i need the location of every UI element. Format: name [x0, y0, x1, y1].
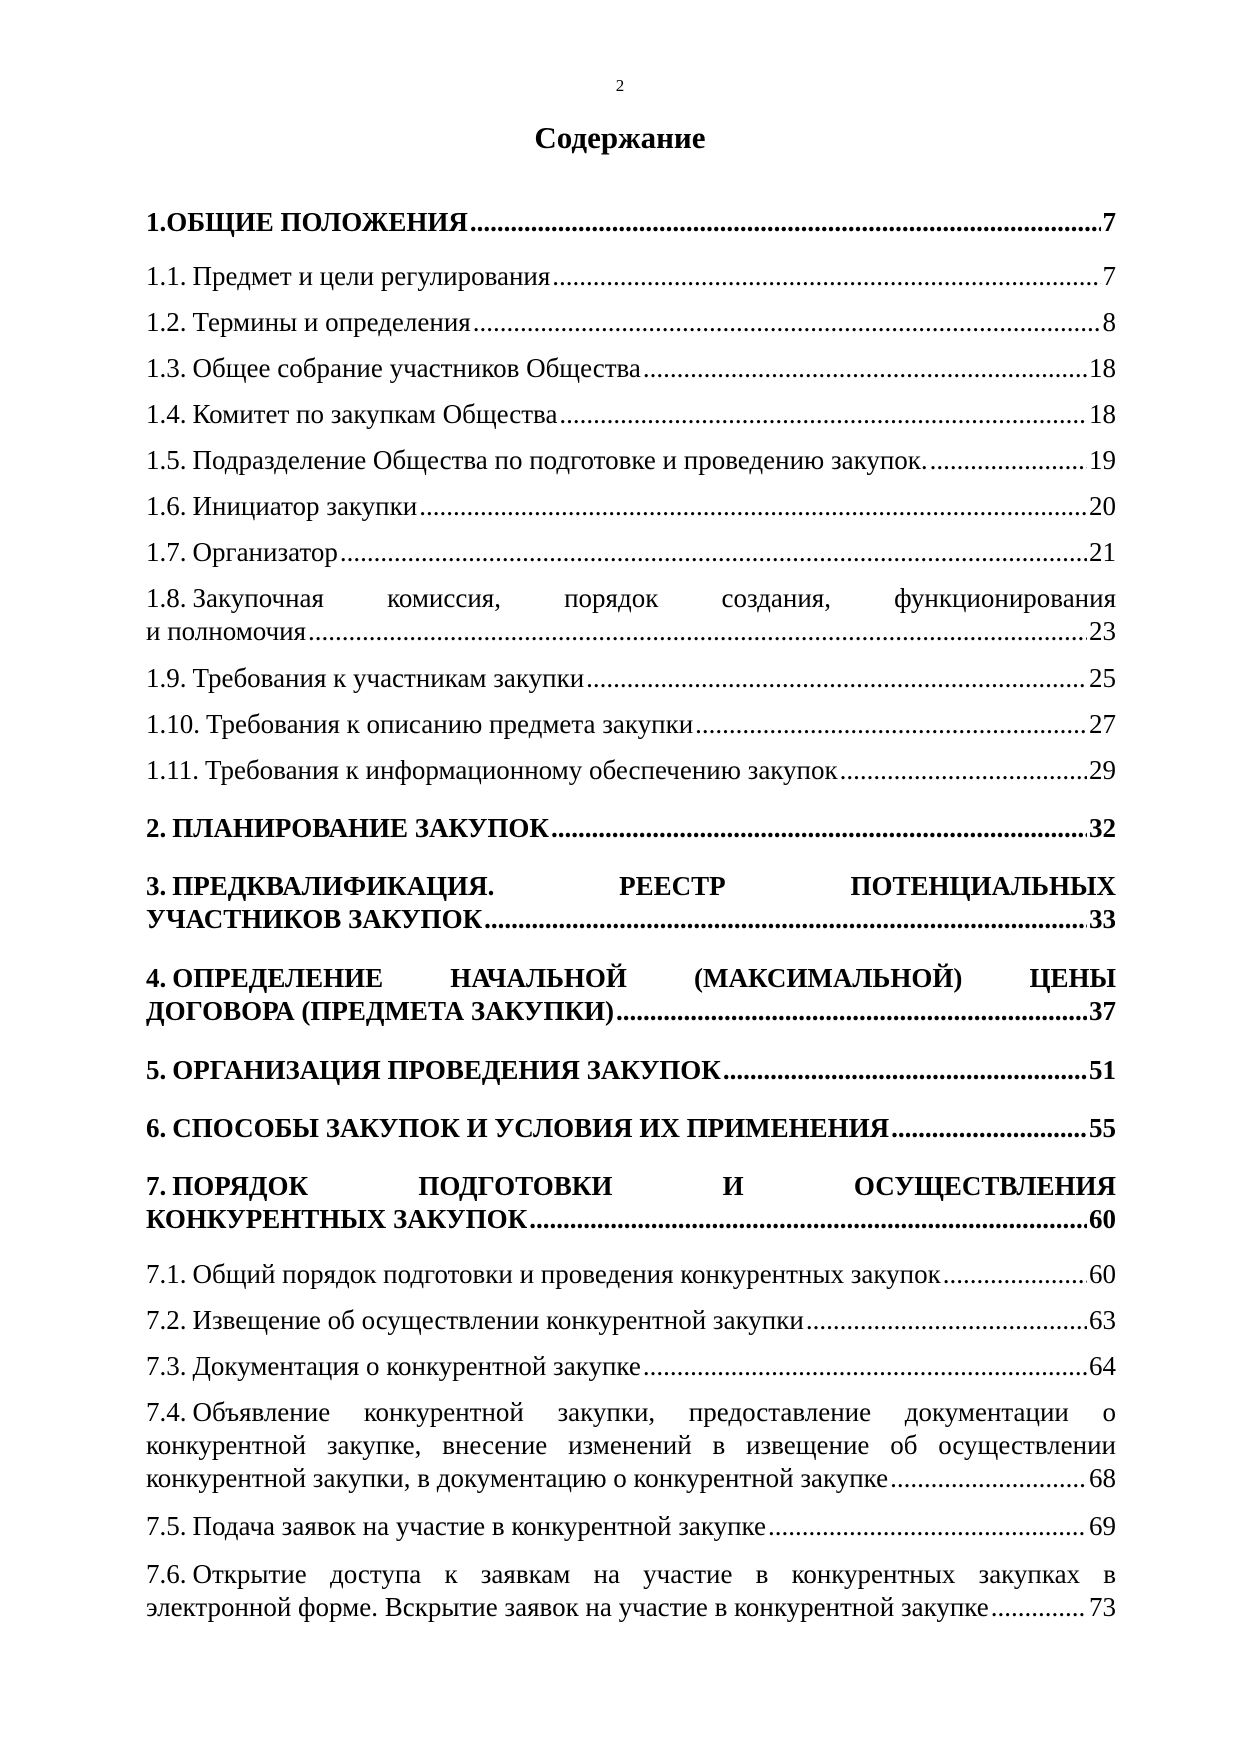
- toc-entry-1-6[interactable]: 1.6. Инициатор закупки ..... 20: [146, 490, 1116, 523]
- toc-entry-1-4[interactable]: 1.4. Комитет по закупкам Общества ..... 18: [146, 398, 1116, 431]
- dot-leader: [943, 1258, 1087, 1291]
- toc-entry-title: Объявление конкурентной закупки, предоставление документации о: [192, 1397, 1116, 1427]
- toc-entry-7-3[interactable]: 7.3. Документация о конкурентной закупке ..... 64: [146, 1350, 1116, 1383]
- toc-title: Содержание: [534, 120, 706, 155]
- dot-leader: [559, 398, 1087, 431]
- toc-page-number: 33: [1089, 904, 1116, 934]
- toc-entry-title: ПОРЯДОК ПОДГОТОВКИ И ОСУЩЕСТВЛЕНИЯ: [172, 1171, 1116, 1201]
- toc-entry-title-cont: КОНКУРЕНТНЫХ ЗАКУПОК: [146, 1204, 528, 1234]
- toc-page-number: 55: [1089, 1113, 1116, 1143]
- toc-entry-1-3[interactable]: 1.3. Общее собрание участников Общества ..... 18: [146, 352, 1116, 385]
- toc-entry-title: Требования к информационному обеспечению закупок: [205, 755, 838, 785]
- toc-page-number: 25: [1089, 663, 1116, 693]
- dot-leader: [806, 1304, 1087, 1337]
- toc-entry-title: Документация о конкурентной закупке: [192, 1351, 641, 1381]
- dot-leader: [484, 903, 1087, 936]
- dot-leader: [643, 1350, 1087, 1383]
- dot-leader: [419, 490, 1087, 523]
- toc-page-number: 69: [1089, 1511, 1116, 1541]
- toc-page-number: 7: [1102, 261, 1116, 291]
- toc-entry-title: Организатор: [192, 537, 338, 567]
- dot-leader: [891, 1112, 1087, 1145]
- toc-entry-title: Закупочная комиссия, порядок создания, функционирования: [192, 583, 1116, 613]
- toc-entry-title: Подача заявок на участие в конкурентной закупке: [192, 1511, 766, 1541]
- toc-entry-7-6[interactable]: 7.6. Открытие доступа к заявкам на участие в конкурентных закупках в электронной форме. Вскрытие заявок на участие в конкурентной закупке ..... 73: [146, 1558, 1116, 1624]
- toc-page-number: 60: [1089, 1204, 1116, 1234]
- toc-page-number: 29: [1089, 755, 1116, 785]
- toc-entry-title: ОБЩИЕ ПОЛОЖЕНИЯ: [166, 207, 468, 237]
- toc-entry-7[interactable]: 7. ПОРЯДОК ПОДГОТОВКИ И ОСУЩЕСТВЛЕНИЯ КОНКУРЕНТНЫХ ЗАКУПОК ..... 60: [146, 1170, 1116, 1236]
- toc-entry-title: Открытие доступа к заявкам на участие в конкурентных закупках в: [192, 1559, 1116, 1589]
- toc-entry-title: Инициатор закупки: [192, 491, 418, 521]
- toc-entry-title-cont: электронной форме. Вскрытие заявок на участие в конкурентной закупке: [146, 1592, 989, 1622]
- toc-page-number: 37: [1089, 996, 1116, 1026]
- toc-entry-title: Общий порядок подготовки и проведения конкурентных закупок: [192, 1259, 941, 1289]
- toc-entry-title: ОРГАНИЗАЦИЯ ПРОВЕДЕНИЯ ЗАКУПОК: [172, 1055, 721, 1085]
- dot-leader: [930, 444, 1087, 477]
- toc-page-number: 68: [1089, 1463, 1116, 1493]
- toc-entry-title: Термины и определения: [192, 307, 471, 337]
- toc-entry-1-10[interactable]: 1.10. Требования к описанию предмета закупки ..... 27: [146, 708, 1116, 741]
- toc-entry-5[interactable]: 5. ОРГАНИЗАЦИЯ ПРОВЕДЕНИЯ ЗАКУПОК ..... 51: [146, 1054, 1116, 1087]
- dot-leader: [723, 1054, 1087, 1087]
- toc-page-number: 73: [1089, 1592, 1116, 1622]
- dot-leader: [840, 754, 1087, 787]
- toc-entry-1-11[interactable]: 1.11. Требования к информационному обеспечению закупок ..... 29: [146, 754, 1116, 787]
- toc-entry-4[interactable]: 4. ОПРЕДЕЛЕНИЕ НАЧАЛЬНОЙ (МАКСИМАЛЬНОЙ) ЦЕНЫ ДОГОВОРА (ПРЕДМЕТА ЗАКУПКИ) ..... 37: [146, 962, 1116, 1028]
- dot-leader: [616, 995, 1087, 1028]
- toc-entry-title: Комитет по закупкам Общества: [192, 399, 558, 429]
- toc-page-number: 7: [1102, 207, 1116, 237]
- toc-page-number: 51: [1089, 1055, 1116, 1085]
- toc-entry-title: СПОСОБЫ ЗАКУПОК И УСЛОВИЯ ИХ ПРИМЕНЕНИЯ: [172, 1113, 890, 1143]
- dot-leader: [308, 615, 1087, 648]
- toc-entry-title-cont: и полномочия: [146, 616, 307, 646]
- toc-entry-title-cont: УЧАСТНИКОВ ЗАКУПОК: [146, 904, 483, 934]
- toc-page-number: 20: [1089, 491, 1116, 521]
- dot-leader: [552, 260, 1100, 293]
- toc-entry-2[interactable]: 2. ПЛАНИРОВАНИЕ ЗАКУПОК ..... 32: [146, 812, 1116, 845]
- toc-page-number: 60: [1089, 1259, 1116, 1289]
- toc-entry-1-8[interactable]: 1.8. Закупочная комиссия, порядок создания, функционирования и полномочия ..... 23: [146, 582, 1116, 648]
- toc-entry-7-5[interactable]: 7.5. Подача заявок на участие в конкурентной закупке ..... 69: [146, 1510, 1116, 1543]
- toc-entry-title: Извещение об осуществлении конкурентной закупки: [192, 1305, 804, 1335]
- dot-leader: [768, 1510, 1087, 1543]
- toc-page-number: 18: [1089, 353, 1116, 383]
- dot-leader: [529, 1203, 1087, 1236]
- toc-entry-1-7[interactable]: 1.7. Организатор ..... 21: [146, 536, 1116, 569]
- toc-entry-title: Общее собрание участников Общества: [192, 353, 641, 383]
- toc-entry-title: ПРЕДКВАЛИФИКАЦИЯ. РЕЕСТР ПОТЕНЦИАЛЬНЫХ: [172, 871, 1116, 901]
- toc-page-number: 8: [1102, 307, 1116, 337]
- toc-page-number: 64: [1089, 1351, 1116, 1381]
- toc-entry-title: ПЛАНИРОВАНИЕ ЗАКУПОК: [172, 813, 549, 843]
- toc-page-number: 32: [1089, 813, 1116, 843]
- toc-entry-1-5[interactable]: 1.5. Подразделение Общества по подготовке и проведению закупок. ..... 19: [146, 444, 1116, 477]
- toc-page-number: 23: [1089, 616, 1116, 646]
- toc-entry-title-cont: ДОГОВОРА (ПРЕДМЕТА ЗАКУПКИ): [146, 996, 615, 1026]
- toc-page-number: 19: [1089, 445, 1116, 475]
- toc-page-number: 21: [1089, 537, 1116, 567]
- toc-entry-7-2[interactable]: 7.2. Извещение об осуществлении конкурентной закупки ..... 63: [146, 1304, 1116, 1337]
- toc-entry-title-cont: конкурентной закупки, в документацию о конкурентной закупке: [146, 1463, 889, 1493]
- toc-entry-title: Требования к описанию предмета закупки: [206, 709, 694, 739]
- toc-page-number: 63: [1089, 1305, 1116, 1335]
- toc-page-number: 18: [1089, 399, 1116, 429]
- dot-leader: [340, 536, 1087, 569]
- dot-leader: [586, 662, 1087, 695]
- toc-entry-1[interactable]: 1. ОБЩИЕ ПОЛОЖЕНИЯ ..... 7: [146, 206, 1116, 239]
- toc-entry-3[interactable]: 3. ПРЕДКВАЛИФИКАЦИЯ. РЕЕСТР ПОТЕНЦИАЛЬНЫХ УЧАСТНИКОВ ЗАКУПОК ..... 33: [146, 870, 1116, 936]
- toc-entry-title: Предмет и цели регулирования: [192, 261, 551, 291]
- dot-leader: [991, 1591, 1087, 1624]
- toc-entry-7-1[interactable]: 7.1. Общий порядок подготовки и проведения конкурентных закупок ..... 60: [146, 1258, 1116, 1291]
- toc-entry-7-4[interactable]: 7.4. Объявление конкурентной закупки, предоставление документации о конкурентной закупке, внесение изменений в извещение об осуществлении конкурентной закупки, в документацию о конкурентной закупке ..... 68: [146, 1396, 1116, 1495]
- toc-entry-1-2[interactable]: 1.2. Термины и определения ..... 8: [146, 306, 1116, 339]
- toc-page-number: 27: [1089, 709, 1116, 739]
- dot-leader: [695, 708, 1087, 741]
- toc-entry-title: ОПРЕДЕЛЕНИЕ НАЧАЛЬНОЙ (МАКСИМАЛЬНОЙ) ЦЕНЫ: [172, 963, 1116, 993]
- toc-entry-6[interactable]: 6. СПОСОБЫ ЗАКУПОК И УСЛОВИЯ ИХ ПРИМЕНЕНИЯ ..... 55: [146, 1112, 1116, 1145]
- toc-entry-title-cont: конкурентной закупке, внесение изменений в извещение об осуществлении: [146, 1430, 1116, 1460]
- dot-leader: [643, 352, 1087, 385]
- page-number: 2: [615, 76, 625, 95]
- dot-leader: [473, 306, 1101, 339]
- toc-entry-1-9[interactable]: 1.9. Требования к участникам закупки ..... 25: [146, 662, 1116, 695]
- toc-entry-title: Требования к участникам закупки: [192, 663, 585, 693]
- toc-entry-1-1[interactable]: 1.1. Предмет и цели регулирования ..... 7: [146, 260, 1116, 293]
- dot-leader: [470, 206, 1101, 239]
- dot-leader: [890, 1462, 1087, 1495]
- dot-leader: [551, 812, 1087, 845]
- toc-entry-title: Подразделение Общества по подготовке и проведению закупок.: [192, 445, 928, 475]
